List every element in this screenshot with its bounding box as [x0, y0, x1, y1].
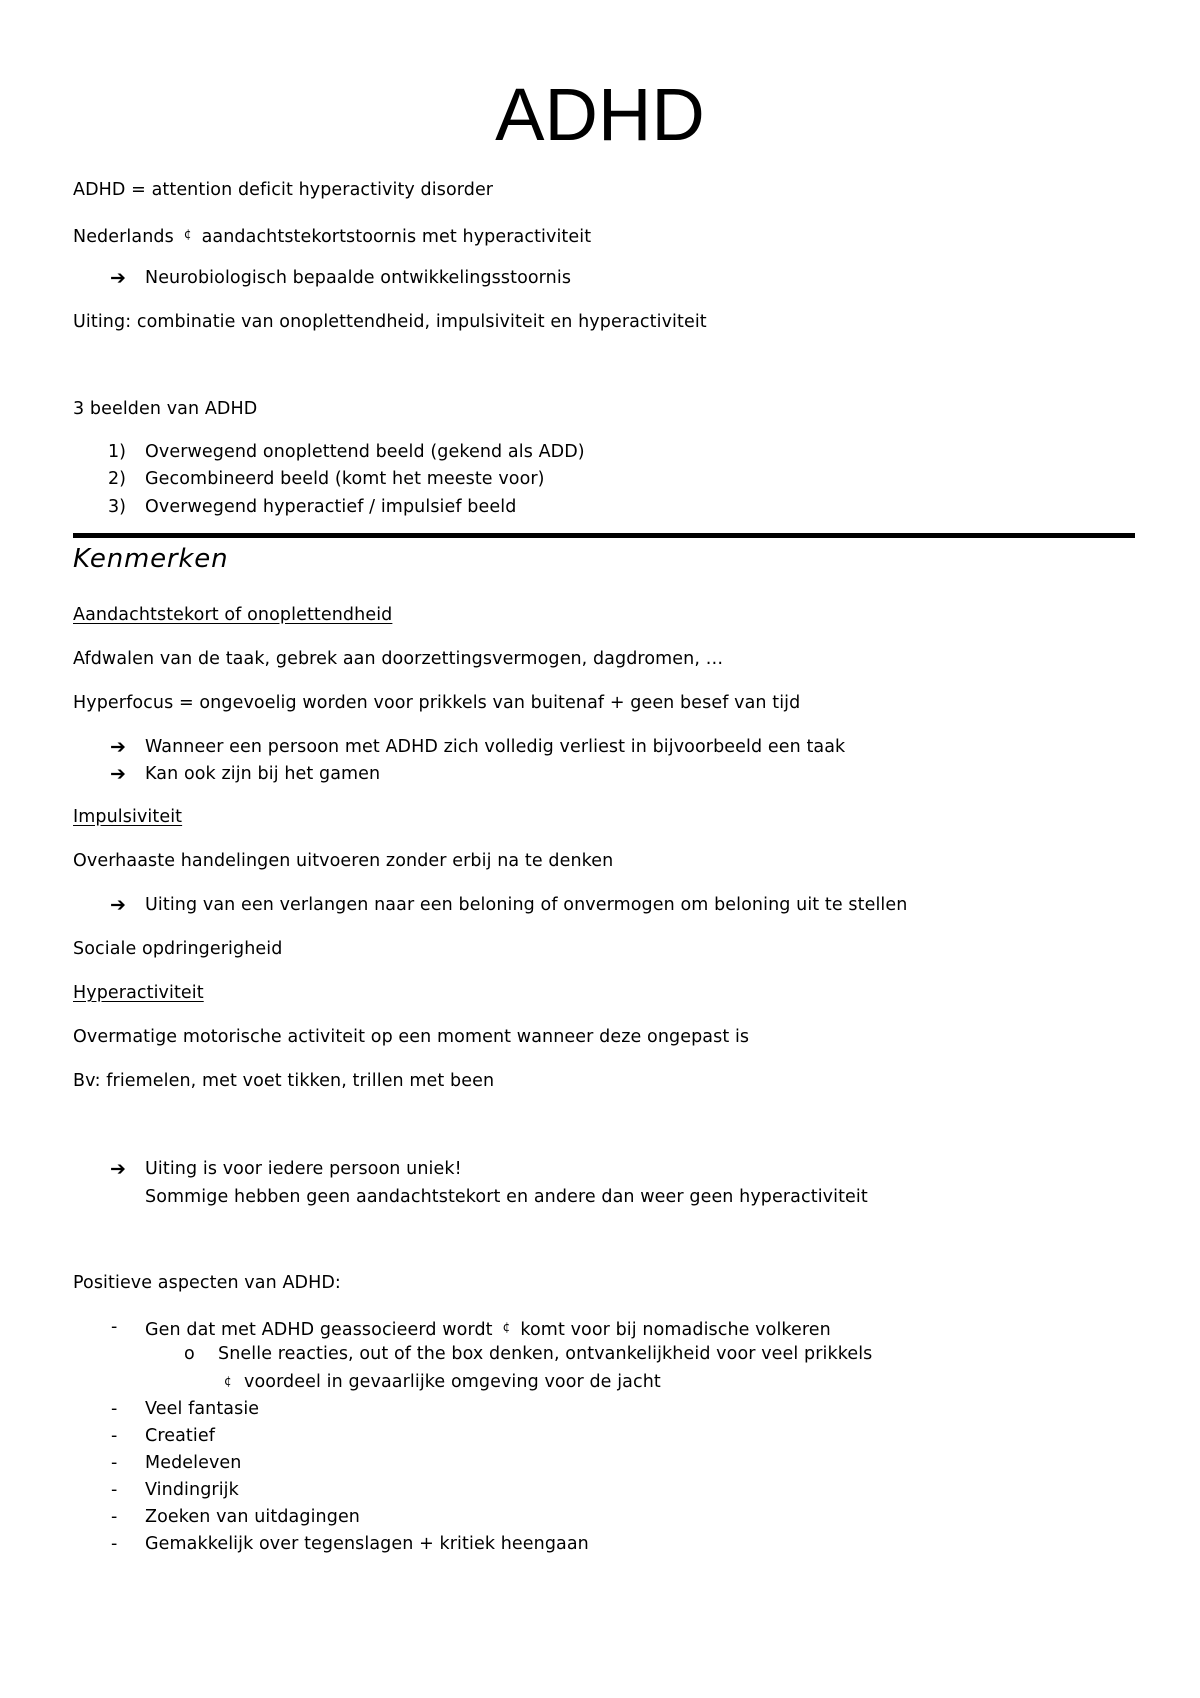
right-arrow-icon: ➔ [110, 894, 126, 916]
list-item: Overwegend hyperactief / impulsief beeld [145, 497, 517, 517]
list-item: Veel fantasie [145, 1399, 260, 1419]
section-heading: Kenmerken [73, 544, 229, 574]
impulsiviteit-heading: Impulsiviteit [73, 807, 183, 827]
beelden-heading: 3 beelden van ADHD [73, 399, 258, 419]
positief-heading: Positieve aspecten van ADHD: [73, 1273, 341, 1293]
list-item: Gemakkelijk over tegenslagen + kritiek heengaan [145, 1534, 589, 1554]
list-item: Zoeken van uitdagingen [145, 1507, 361, 1527]
afdwalen-text: Afdwalen van de taak, gebrek aan doorzettingsvermogen, dagdromen, … [73, 649, 724, 669]
uniek-bullet: Uiting is voor iedere persoon uniek! [145, 1159, 462, 1179]
list-item: Vindingrijk [145, 1480, 239, 1500]
dash-bullet: - [111, 1399, 118, 1419]
list-number: 2) [108, 469, 126, 489]
definition-text: ADHD = attention deficit hyperactivity disorder [73, 180, 494, 200]
right-arrow-icon: ➔ [110, 267, 126, 289]
dash-bullet: - [111, 1507, 118, 1527]
dash-bullet: - [111, 1534, 118, 1554]
dash-bullet: - [111, 1480, 118, 1500]
page-title: ADHD [495, 73, 705, 156]
dash-bullet: - [111, 1453, 118, 1473]
sub-item-continuation: voordeel in gevaarlijke omgeving voor de jacht [244, 1372, 661, 1392]
overhaaste-bullet: Uiting van een verlangen naar een beloning of onvermogen om beloning uit te stellen [145, 895, 908, 915]
list-item: Gecombineerd beeld (komt het meeste voor) [145, 469, 545, 489]
list-item: Creatief [145, 1426, 215, 1446]
right-arrow-icon: ➔ [110, 1158, 126, 1180]
bv-text: Bv: friemelen, met voet tikken, trillen met been [73, 1071, 495, 1091]
gen-part2: komt voor bij nomadische volkeren [520, 1320, 831, 1340]
list-item: Medeleven [145, 1453, 242, 1473]
gen-text [145, 1316, 831, 1341]
right-arrow-icon: ➔ [110, 763, 126, 785]
neuro-text: Neurobiologisch bepaalde ontwikkelingsstoornis [145, 268, 572, 288]
list-number: 1) [108, 442, 126, 462]
right-arrow-icon: ➔ [110, 736, 126, 758]
arrow-symbol-icon: ¢ [502, 1320, 511, 1334]
sociale-text: Sociale opdringerigheid [73, 939, 283, 959]
sub-item: Snelle reacties, out of the box denken, ontvankelijkheid voor veel prikkels [218, 1344, 873, 1364]
circle-bullet: o [184, 1344, 195, 1364]
hyperfocus-bullet: Kan ook zijn bij het gamen [145, 764, 381, 784]
hyperactiviteit-heading: Hyperactiviteit [73, 983, 204, 1003]
uniek-continuation: Sommige hebben geen aandachtstekort en andere dan weer geen hyperactiviteit [145, 1187, 868, 1207]
overmatige-text: Overmatige motorische activiteit op een moment wanneer deze ongepast is [73, 1027, 750, 1047]
list-item: Overwegend onoplettend beeld (gekend als ADD) [145, 442, 585, 462]
overhaaste-text: Overhaaste handelingen uitvoeren zonder erbij na te denken [73, 851, 614, 871]
uiting-text: Uiting: combinatie van onoplettendheid, impulsiviteit en hyperactiviteit [73, 312, 707, 332]
aandacht-heading: Aandachtstekort of onoplettendheid [73, 605, 393, 625]
list-number: 3) [108, 497, 126, 517]
horizontal-rule [73, 533, 1135, 538]
hyperfocus-text: Hyperfocus = ongevoelig worden voor prikkels van buitenaf + geen besef van tijd [73, 693, 801, 713]
hyperfocus-bullet: Wanneer een persoon met ADHD zich volledig verliest in bijvoorbeeld een taak [145, 737, 846, 757]
dutch-translation [73, 223, 591, 248]
dash-bullet: - [111, 1426, 118, 1446]
dash-bullet: - [111, 1317, 118, 1337]
gen-part1: Gen dat met ADHD geassocieerd wordt [145, 1320, 493, 1340]
dutch-prefix: Nederlands [73, 227, 174, 247]
arrow-symbol-icon: ¢ [224, 1374, 232, 1388]
arrow-symbol-icon: ¢ [183, 227, 192, 241]
dutch-text: aandachtstekortstoornis met hyperactiviteit [201, 227, 592, 247]
